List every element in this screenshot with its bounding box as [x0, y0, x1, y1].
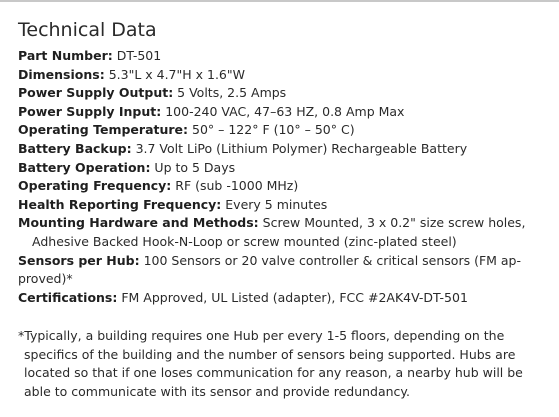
spec-label: Health Reporting Frequency: [18, 196, 222, 212]
spec-value: DT-501 [112, 48, 162, 63]
spec-value: 50° – 122° F (10° – 50° C) [188, 122, 355, 138]
section-title: Technical Data [18, 19, 157, 41]
footnote-line: located so that if one loses communication for any reason, a nearby hub will be [24, 365, 523, 381]
spec-value-continued: proved)* [18, 271, 73, 287]
spec-list [18, 47, 548, 307]
spec-row-certifications [18, 289, 548, 308]
spec-row-mounting-hardware-cont [18, 233, 548, 252]
footnote-line: able to communicate with its sensor and provide redundancy. [24, 383, 411, 399]
spec-row-health-reporting [18, 196, 548, 215]
spec-value: RF (sub -1000 MHz) [171, 178, 299, 194]
spec-value: Up to 5 Days [150, 159, 236, 175]
spec-row-part-number [18, 47, 548, 66]
spec-value: 3.7 Volt LiPo (Lithium Polymer) Rechargeable Battery [131, 140, 468, 156]
top-divider [0, 0, 559, 2]
spec-value: 5 Volts, 2.5 Amps [173, 85, 287, 101]
spec-label: Battery Backup: [18, 140, 132, 156]
spec-value: FM Approved, UL Listed (adapter), FCC #2AK4V-DT-501 [117, 289, 468, 305]
spec-label: Mounting Hardware and Methods: [18, 215, 259, 231]
spec-label: Battery Operation: [18, 159, 151, 175]
spec-row-sensors-per-hub [18, 252, 548, 271]
spec-label: Operating Frequency: [18, 178, 172, 194]
spec-row-battery-backup [18, 140, 548, 159]
spec-label: Power Supply Output: [18, 85, 174, 101]
spec-label: Operating Temperature: [18, 122, 189, 138]
spec-label: Certifications: [18, 289, 118, 305]
spec-label: Power Supply Input: [18, 103, 162, 119]
spec-value-continued: Adhesive Backed Hook-N-Loop or screw mounted (zinc-plated steel) [32, 233, 457, 249]
spec-row-mounting-hardware [18, 214, 548, 233]
spec-value: 100-240 VAC, 47–63 HZ, 0.8 Amp Max [161, 103, 405, 119]
spec-row-operating-frequency [18, 177, 548, 196]
spec-row-sensors-per-hub-cont [18, 270, 548, 289]
footnote [18, 327, 543, 401]
footnote-line: *Typically, a building requires one Hub per every 1-5 floors, depending on the [18, 328, 505, 343]
spec-label: Part Number: [18, 48, 113, 63]
spec-value: 100 Sensors or 20 valve controller & critical sensors (FM ap- [139, 252, 521, 268]
spec-row-power-input [18, 103, 548, 122]
spec-label: Sensors per Hub: [18, 252, 140, 268]
spec-row-power-output [18, 84, 548, 103]
spec-label: Dimensions: [18, 66, 105, 82]
spec-row-operating-temperature [18, 121, 548, 140]
footnote-line: specifics of the building and the number of sensors being supported. Hubs are [24, 346, 516, 362]
spec-row-battery-operation [18, 159, 548, 178]
spec-value: Screw Mounted, 3 x 0.2" size screw holes, [258, 215, 526, 231]
spec-value: Every 5 minutes [221, 196, 328, 212]
spec-row-dimensions [18, 66, 548, 85]
spec-value: 5.3"L x 4.7"H x 1.6"W [104, 66, 245, 82]
